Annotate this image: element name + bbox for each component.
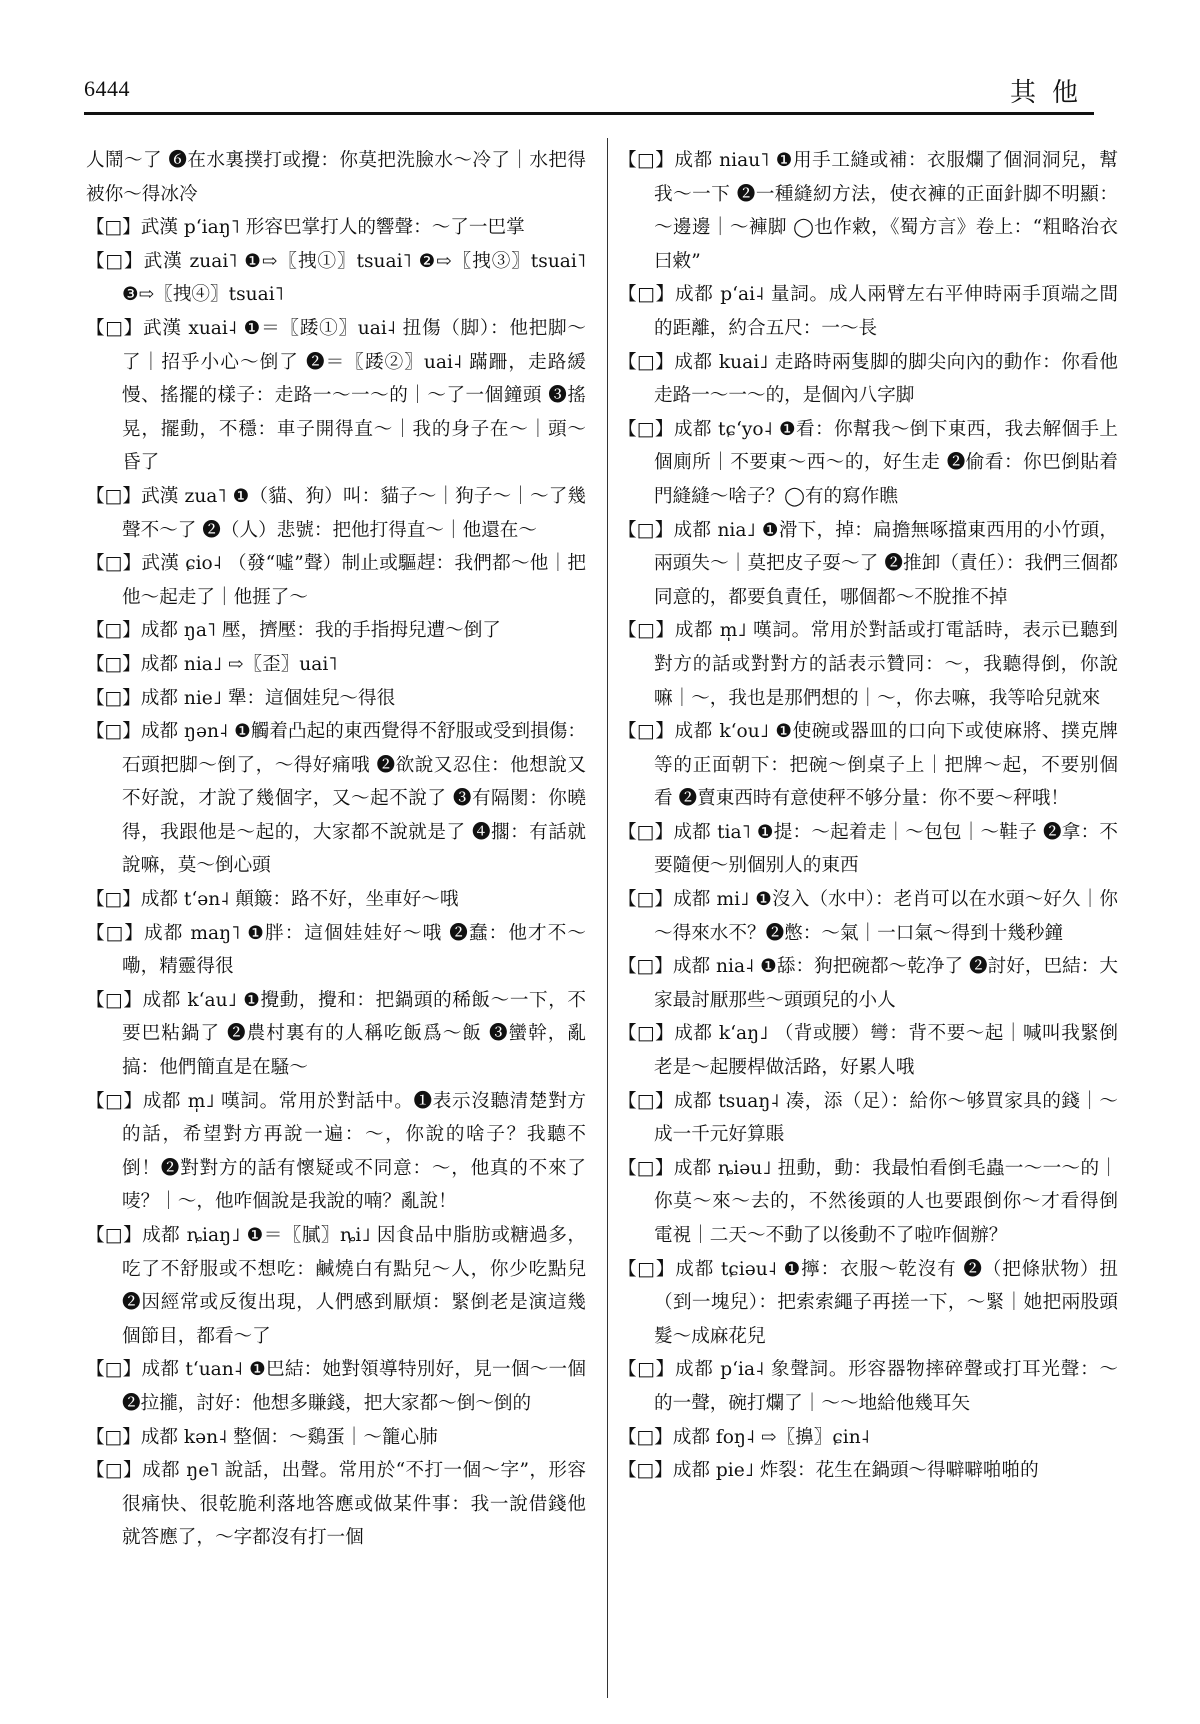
dictionary-entry: 【□】成都 kʻau˩ ❶攪動，攪和：把鍋頭的稀飯～一下，不要巴粘鍋了 ❷農村裏有的人稱吃飯爲～飯 ❸蠻幹，亂搞：他們簡直是在騷～ <box>86 989 586 1079</box>
dictionary-entry: 【□】武漢 xuai˨ ❶＝〖踒①〗uai˨ 扭傷（脚）：他把脚～了｜招乎小心～倒了 ❷＝〖踒②〗uai˨ 蹣跚，走路緩慢、搖擺的樣子：走路一～一～的｜～了一個鐘頭 ❸搖晃，擺動，不穩：車子開得直～｜我的身子在～｜頭～昏了 <box>86 317 586 474</box>
header-rule <box>84 112 1094 115</box>
dictionary-entry: 【□】成都 kʻou˩ ❶使碗或器皿的口向下或使麻將、撲克牌等的正面朝下：把碗～倒桌子上｜把牌～起，不要别個看 ❷賣東西時有意使秤不够分量：你不要～秤哦！ <box>618 721 1118 810</box>
section-title: 其他 <box>1009 78 1094 108</box>
dictionary-entry: 【□】成都 pʻai˨ 量詞。成人兩臂左右平伸時兩手頂端之間的距離，約合五尺：一～長 <box>618 284 1118 339</box>
page-header <box>84 70 1094 110</box>
dictionary-entry: 【□】成都 tɕiəu˨ ❶擰：衣服～乾沒有 ❷（把條狀物）扭（到一塊兒）：把索索繩子再搓一下，～緊｜她把兩股頭髮～成麻花兒 <box>618 1258 1118 1347</box>
dictionary-entry: 【□】成都 tʻən˨ 顛簸：路不好，坐車好～哦 <box>86 889 459 911</box>
dictionary-entry: 【□】成都 nie˩ 犟：這個娃兒～得很 <box>86 687 396 709</box>
dictionary-entry: 【□】成都 ȵiaŋ˩ ❶＝〖膩〗ȵi˩ 因食品中脂肪或糖過多，吃了不舒服或不想吃：鹹燒白有點兒～人，你少吃點兒 ❷因經常或反復出現，人們感到厭煩：緊倒老是演這幾個節目，都看～了 <box>86 1225 586 1347</box>
dictionary-entry: 【□】成都 kən˨ 整個：～鷄蛋｜～籠心肺 <box>86 1426 438 1448</box>
dictionary-entry: 【□】成都 nia˩ ❶滑下，掉：扁擔無啄擋東西用的小竹頭，兩頭失～｜莫把皮子耍～了 ❷推卸（責任）：我們三個都同意的，都要負責任，哪個都～不脫推不掉 <box>618 519 1118 608</box>
right-column <box>618 144 1118 1488</box>
dictionary-entry: 【□】成都 kʻaŋ˩ （背或腰）彎：背不要～起｜喊叫我緊倒老是～起腰桿做活路，好累人哦 <box>618 1023 1118 1079</box>
dictionary-entry: 【□】成都 foŋ˨ ⇨〖擤〗ɕin˨ <box>618 1426 870 1448</box>
dictionary-entry: 【□】成都 ŋe˥ 說話，出聲。常用於“不打一個～字”，形容很痛快、很乾脆利落地答應或做某件事：我一說借錢他就答應了，～字都沒有打一個 <box>86 1460 586 1549</box>
dictionary-entry: 【□】成都 kuai˩ 走路時兩隻脚的脚尖向內的動作：你看他走路一～一～的，是個內八字脚 <box>618 351 1118 407</box>
dictionary-entry: 【□】成都 tɕʻyo˨ ❶看：你幫我～倒下東西，我去解個手上個廁所｜不要東～西～的，好生走 ❷偷看：你巴倒貼着門縫縫～啥子？◯有的寫作瞧 <box>618 418 1118 507</box>
page-number: 6444 <box>84 76 130 101</box>
dictionary-entry: 【□】成都 pʻia˨ 象聲詞。形容器物摔碎聲或打耳光聲：～的一聲，碗打爛了｜～～地給他幾耳矢 <box>618 1359 1118 1414</box>
dictionary-entry: 【□】成都 ŋa˥ 壓，擠壓：我的手指拇兒遭～倒了 <box>86 620 501 642</box>
dictionary-entry: 人鬧～了 ❻在水裏撲打或攪：你莫把洗臉水～冷了｜水把得被你～得冰冷 <box>86 150 586 205</box>
dictionary-entry: 【□】成都 tsuaŋ˨ 凑，添（足）：給你～够買家具的錢｜～成一千元好算賬 <box>618 1090 1118 1146</box>
dictionary-entry: 【□】武漢 ɕio˨ （發“噓”聲）制止或驅趕：我們都～他｜把他～起走了｜他捱了～ <box>86 553 586 608</box>
dictionary-entry: 【□】成都 m̩˩ 嘆詞。常用於對話中。❶表示沒聽清楚對方的話，希望對方再說一遍：～，你說的啥子？我聽不倒！❷對對方的話有懷疑或不同意：～，他真的不來了唛？｜～，他咋個說是我說的喃？亂說！ <box>86 1090 586 1213</box>
dictionary-entry: 【□】成都 ȵiəu˩ 扭動，動：我最怕看倒毛蟲一～一～的｜你莫～來～去的，不然後頭的人也要跟倒你～才看得倒電視｜二天～不動了以後動不了啦咋個辦？ <box>618 1157 1118 1246</box>
dictionary-entry: 【□】成都 m̩˩ 嘆詞。常用於對話或打電話時，表示已聽到對方的話或對對方的話表示贊同：～，我聽得倒，你說嘛｜～，我也是那們想的｜～，你去嘛，我等哈兒就來 <box>618 620 1118 709</box>
dictionary-entry: 【□】武漢 pʻiaŋ˥ 形容巴掌打人的響聲：～了一巴掌 <box>86 217 525 239</box>
dictionary-entry: 【□】成都 niau˥ ❶用手工縫或補：衣服爛了個洞洞兒，幫我～一下 ❷一種縫紉方法，使衣褲的正面針脚不明顯：～邊邊｜～褲脚 ◯也作敹，《蜀方言》卷上：“粗略治衣曰敹” <box>618 150 1118 272</box>
dictionary-entry: 【□】武漢 zua˥ ❶（貓、狗）叫：貓子～｜狗子～｜～了幾聲不～了 ❷（人）悲號：把他打得直～｜他還在～ <box>86 485 586 541</box>
column-divider <box>607 138 608 1698</box>
dictionary-entry: 【□】武漢 zuai˥ ❶⇨〖拽①〗tsuai˥ ❷⇨〖拽③〗tsuai˥ ❸⇨〖拽④〗tsuai˥ <box>86 250 586 306</box>
dictionary-entry: 【□】成都 mi˩ ❶沒入（水中）：老肖可以在水頭～好久｜你～得來水不？❷憋：～氣｜一口氣～得到十幾秒鐘 <box>618 889 1118 944</box>
dictionary-entry: 【□】成都 tia˥ ❶提：～起着走｜～包包｜～鞋子 ❷拿：不要隨便～别個别人的東西 <box>618 821 1118 877</box>
dictionary-entry: 【□】成都 nia˩ ⇨〖歪〗uai˥ <box>86 653 338 675</box>
dictionary-entry: 【□】成都 tʻuan˨ ❶巴結：她對領導特別好，見一個～一個 ❷拉攏，討好：他想多賺錢，把大家都～倒～倒的 <box>86 1359 586 1414</box>
dictionary-entry: 【□】成都 maŋ˥ ❶胖：這個娃娃好～哦 ❷蠢：他才不～嘞，精靈得很 <box>86 922 586 978</box>
dictionary-entry: 【□】成都 pie˩ 炸裂：花生在鍋頭～得噼噼啪啪的 <box>618 1460 1039 1482</box>
dictionary-entry: 【□】成都 ŋən˨ ❶觸着凸起的東西覺得不舒服或受到損傷：石頭把脚～倒了，～得好痛哦 ❷欲說又忍住：他想說又不好說，才說了幾個字，又～起不說了 ❸有隔閡：你曉得，我跟他是～起的，大家都不說就是了 ❹擱：有話就說嘛，莫～倒心頭 <box>86 721 586 877</box>
dictionary-entry: 【□】成都 nia˨ ❶舔：狗把碗都～乾净了 ❷討好，巴結：大家最討厭那些～頭頭兒的小人 <box>618 956 1118 1011</box>
left-column <box>86 144 586 1555</box>
